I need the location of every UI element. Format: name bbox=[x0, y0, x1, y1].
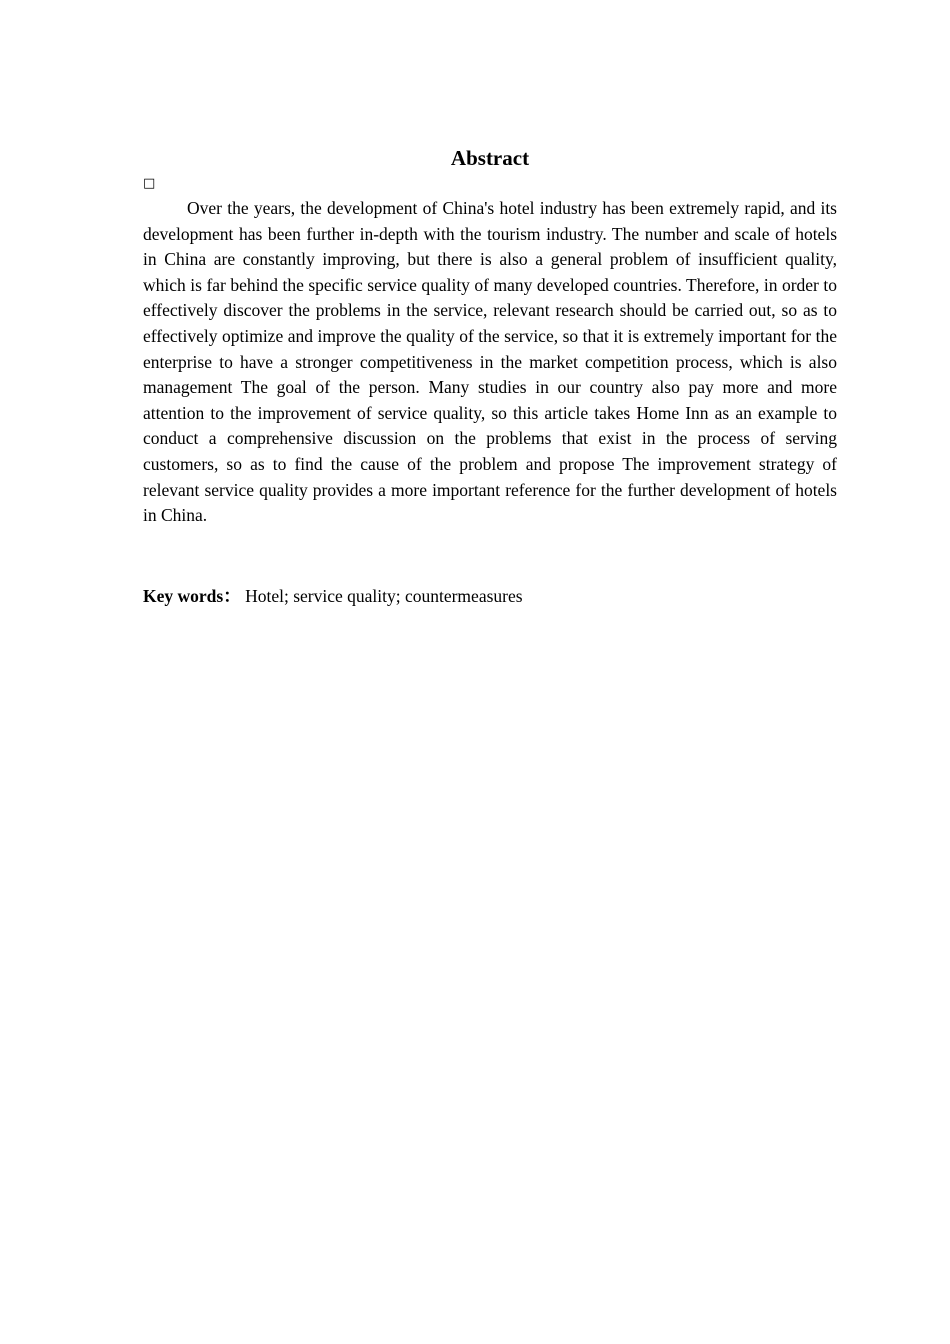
abstract-body-paragraph: Over the years, the development of China's hotel industry has been extremely rapid, and its development has been further in-depth with the tourism industry. The number and scale of hotels in China are constantly improving, but there is also a general problem of insufficient quality, which is far behind the specific service quality of many developed countries. Therefore, in order to effectively discover the problems in the service, relevant research should be carried out, so as to effectively optimize and improve the quality of the service, so that it is extremely important for the enterprise to have a stronger competitiveness in the market competition process, which is also management The goal of the person. Many studies in our country also pay more and more attention to the improvement of service quality, so this article takes Home Inn as an example to conduct a comprehensive discussion on the problems that exist in the process of serving customers, so as to find the cause of the problem and propose The improvement strategy of relevant service quality provides a more important reference for the further development of hotels in China. bbox=[143, 198, 837, 526]
keywords-line bbox=[143, 583, 837, 609]
keywords-value: Hotel; service quality; countermeasures bbox=[245, 585, 523, 606]
abstract-title: Abstract bbox=[450, 146, 530, 170]
keywords-label: Key words： bbox=[143, 585, 241, 606]
empty-checkbox-glyph: □ bbox=[143, 176, 156, 191]
page-content bbox=[143, 144, 837, 609]
